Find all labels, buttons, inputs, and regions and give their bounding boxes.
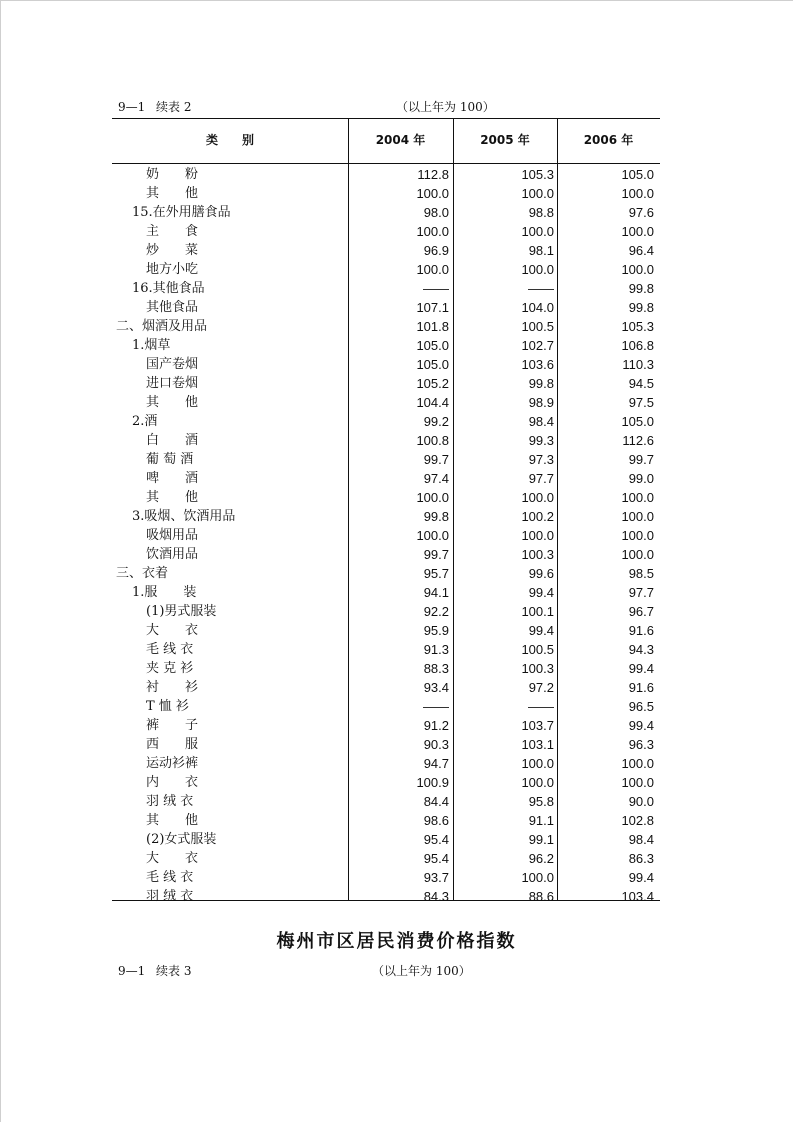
table-row <box>112 640 660 659</box>
row-label: 三、衣着 <box>116 566 169 581</box>
table-row <box>112 887 660 906</box>
row-value-2005: 100.5 <box>521 319 554 334</box>
table-note: 续表 2 <box>156 100 192 114</box>
row-value-2004: 93.4 <box>423 680 449 695</box>
row-label: 其 他 <box>146 813 199 828</box>
row-value-2006: 86.3 <box>628 851 654 866</box>
row-value-2006: 97.6 <box>628 205 654 220</box>
row-value-2004: 100.0 <box>416 186 449 201</box>
next-table-note: 续表 3 <box>156 964 192 978</box>
row-label: 16.其他食品 <box>132 281 205 296</box>
table-row <box>112 431 660 450</box>
row-label: 内 衣 <box>146 775 199 790</box>
row-value-2005: 104.0 <box>521 300 554 315</box>
row-value-2006: 100.0 <box>621 262 654 277</box>
row-value-2004: 95.7 <box>423 566 449 581</box>
row-value-2006: 99.4 <box>628 661 654 676</box>
row-value-2004: 104.4 <box>416 395 449 410</box>
row-value-2004: 105.2 <box>416 376 449 391</box>
row-value-2004: 100.8 <box>416 433 449 448</box>
page-top-edge <box>0 0 793 1</box>
row-label: 葡 萄 酒 <box>146 452 194 467</box>
row-label: 运动衫裤 <box>146 756 199 771</box>
row-label: 进口卷烟 <box>146 376 199 391</box>
row-label: 衬 衫 <box>146 680 199 695</box>
row-label: T 恤 衫 <box>146 699 189 714</box>
row-value-2004: —— <box>423 699 449 714</box>
row-value-2004: 91.2 <box>423 718 449 733</box>
row-value-2006: 99.8 <box>628 281 654 296</box>
row-value-2004: 94.7 <box>423 756 449 771</box>
row-value-2004: 91.3 <box>423 642 449 657</box>
row-label: (1)男式服装 <box>146 604 217 619</box>
row-value-2005: —— <box>528 281 554 296</box>
row-value-2005: 100.3 <box>521 661 554 676</box>
row-label: 吸烟用品 <box>146 528 199 543</box>
row-value-2006: 100.0 <box>621 509 654 524</box>
row-label: 西 服 <box>146 737 199 752</box>
row-value-2005: 100.0 <box>521 224 554 239</box>
row-value-2006: 110.3 <box>622 357 654 372</box>
table-row <box>112 849 660 868</box>
row-value-2004: 97.4 <box>423 471 449 486</box>
row-value-2005: 99.4 <box>528 585 554 600</box>
row-value-2004: 112.8 <box>417 167 449 182</box>
table-row <box>112 754 660 773</box>
table-row <box>112 735 660 754</box>
row-label: 二、烟酒及用品 <box>116 319 208 334</box>
row-value-2004: 95.4 <box>423 832 449 847</box>
table-code: 9—1 <box>118 100 146 114</box>
table-row <box>112 716 660 735</box>
row-label: 奶 粉 <box>146 167 199 182</box>
row-value-2005: 100.0 <box>521 756 554 771</box>
row-label: 毛 线 衣 <box>146 642 194 657</box>
row-value-2004: 84.3 <box>423 889 449 904</box>
row-label: 其 他 <box>146 186 199 201</box>
table-row <box>112 241 660 260</box>
table-row <box>112 564 660 583</box>
table-row <box>112 222 660 241</box>
row-value-2006: 97.5 <box>628 395 654 410</box>
row-label: 其他食品 <box>146 300 199 315</box>
row-value-2005: —— <box>528 699 554 714</box>
row-value-2005: 98.9 <box>528 395 554 410</box>
row-value-2004: 100.0 <box>416 262 449 277</box>
row-value-2004: 95.9 <box>423 623 449 638</box>
row-value-2006: 105.0 <box>621 167 654 182</box>
row-value-2006: 98.4 <box>628 832 654 847</box>
row-value-2004: 98.0 <box>423 205 449 220</box>
table-row <box>112 450 660 469</box>
row-value-2006: 94.3 <box>628 642 654 657</box>
row-value-2004: 105.0 <box>416 357 449 372</box>
row-label: 炒 菜 <box>146 243 199 258</box>
row-value-2005: 97.3 <box>528 452 554 467</box>
row-value-2004: 92.2 <box>423 604 449 619</box>
row-value-2005: 99.8 <box>528 376 554 391</box>
row-value-2006: 97.7 <box>628 585 654 600</box>
row-value-2004: 100.0 <box>416 528 449 543</box>
table-row <box>112 317 660 336</box>
table-row <box>112 773 660 792</box>
row-value-2005: 98.1 <box>528 243 554 258</box>
row-value-2005: 100.0 <box>521 262 554 277</box>
row-value-2005: 98.8 <box>528 205 554 220</box>
row-value-2005: 100.0 <box>521 775 554 790</box>
row-label: 大 衣 <box>146 851 199 866</box>
row-value-2004: 100.0 <box>416 490 449 505</box>
row-value-2006: 100.0 <box>621 547 654 562</box>
section-title: 梅州市区居民消费价格指数 <box>276 931 517 952</box>
row-value-2005: 98.4 <box>528 414 554 429</box>
row-value-2004: 99.7 <box>423 452 449 467</box>
table-row <box>112 336 660 355</box>
row-value-2006: 91.6 <box>628 680 654 695</box>
row-label: 大 衣 <box>146 623 199 638</box>
table-row <box>112 488 660 507</box>
next-table-code: 9—1 <box>118 964 146 978</box>
row-value-2006: 99.0 <box>628 471 654 486</box>
row-value-2005: 99.1 <box>528 832 554 847</box>
row-label: 其 他 <box>146 490 199 505</box>
column-header-2005: 2005 年 <box>480 133 530 147</box>
table-row <box>112 298 660 317</box>
row-value-2005: 103.6 <box>521 357 554 372</box>
row-label: 毛 线 衣 <box>146 870 194 885</box>
row-value-2004: 93.7 <box>423 870 449 885</box>
column-header-2004: 2004 年 <box>375 133 426 147</box>
row-label: 地方小吃 <box>146 262 199 277</box>
row-value-2006: 105.3 <box>621 319 654 334</box>
row-value-2004: —— <box>423 281 449 296</box>
table-row <box>112 184 660 203</box>
row-value-2004: 95.4 <box>423 851 449 866</box>
row-label: 羽 绒 衣 <box>146 794 194 809</box>
table-row <box>112 526 660 545</box>
row-value-2006: 100.0 <box>621 490 654 505</box>
row-value-2005: 105.3 <box>521 167 554 182</box>
row-value-2004: 90.3 <box>423 737 449 752</box>
table-row <box>112 602 660 621</box>
row-value-2004: 101.8 <box>416 319 449 334</box>
row-value-2005: 103.7 <box>521 718 554 733</box>
row-value-2006: 112.6 <box>622 433 654 448</box>
table-row <box>112 355 660 374</box>
row-value-2006: 96.7 <box>628 604 654 619</box>
row-value-2006: 99.4 <box>628 718 654 733</box>
table-row <box>112 621 660 640</box>
row-value-2004: 84.4 <box>423 794 449 809</box>
row-value-2004: 105.0 <box>416 338 449 353</box>
row-value-2004: 99.2 <box>423 414 449 429</box>
row-label: 主 食 <box>146 224 199 239</box>
table-row <box>112 545 660 564</box>
row-value-2006: 90.0 <box>628 794 654 809</box>
row-value-2004: 100.9 <box>416 775 449 790</box>
table-row <box>112 469 660 488</box>
row-label: 饮酒用品 <box>146 547 199 562</box>
row-value-2006: 100.0 <box>621 756 654 771</box>
row-value-2004: 100.0 <box>416 224 449 239</box>
table-row <box>112 165 660 184</box>
table-row <box>112 393 660 412</box>
row-value-2006: 105.0 <box>621 414 654 429</box>
row-label: 2.酒 <box>132 414 158 429</box>
row-value-2006: 100.0 <box>621 775 654 790</box>
row-value-2005: 100.0 <box>521 186 554 201</box>
row-value-2005: 91.1 <box>528 813 554 828</box>
page-left-edge <box>0 0 1 1122</box>
row-value-2006: 99.7 <box>628 452 654 467</box>
table-row <box>112 203 660 222</box>
row-value-2005: 102.7 <box>521 338 554 353</box>
row-label: 1.烟草 <box>132 338 171 353</box>
row-value-2006: 100.0 <box>621 224 654 239</box>
row-value-2005: 100.1 <box>521 604 554 619</box>
row-value-2005: 99.6 <box>528 566 554 581</box>
row-value-2005: 99.4 <box>528 623 554 638</box>
table-row <box>112 678 660 697</box>
row-value-2006: 99.4 <box>628 870 654 885</box>
row-value-2006: 96.4 <box>628 243 654 258</box>
row-value-2005: 96.2 <box>528 851 554 866</box>
row-label: 15.在外用膳食品 <box>132 205 231 220</box>
row-value-2005: 97.2 <box>528 680 554 695</box>
row-value-2004: 107.1 <box>416 300 449 315</box>
table-row <box>112 583 660 602</box>
table-header-rule <box>112 163 660 164</box>
table-row <box>112 260 660 279</box>
row-value-2005: 100.0 <box>521 528 554 543</box>
row-value-2006: 94.5 <box>628 376 654 391</box>
row-value-2006: 100.0 <box>621 528 654 543</box>
row-label: 其 他 <box>146 395 199 410</box>
table-row <box>112 830 660 849</box>
row-value-2006: 103.4 <box>621 889 654 904</box>
row-label: 羽 绒 衣 <box>146 889 194 904</box>
row-value-2004: 88.3 <box>423 661 449 676</box>
row-value-2004: 98.6 <box>423 813 449 828</box>
row-label: 裤 子 <box>146 718 199 733</box>
row-value-2005: 95.8 <box>528 794 554 809</box>
row-label: (2)女式服装 <box>146 832 217 847</box>
row-value-2004: 99.7 <box>423 547 449 562</box>
table-row <box>112 811 660 830</box>
row-value-2006: 102.8 <box>621 813 654 828</box>
row-label: 国产卷烟 <box>146 357 199 372</box>
row-value-2005: 99.3 <box>528 433 554 448</box>
table-row <box>112 374 660 393</box>
row-value-2006: 96.3 <box>628 737 654 752</box>
row-value-2006: 98.5 <box>628 566 654 581</box>
table-base-note: （以上年为 100） <box>396 100 495 114</box>
row-value-2005: 103.1 <box>521 737 554 752</box>
table-row <box>112 659 660 678</box>
table-row <box>112 697 660 716</box>
next-table-base-note: （以上年为 100） <box>372 964 471 978</box>
row-label: 白 酒 <box>146 433 199 448</box>
row-value-2006: 99.8 <box>628 300 654 315</box>
row-value-2004: 99.8 <box>423 509 449 524</box>
row-value-2004: 94.1 <box>423 585 449 600</box>
row-label: 3.吸烟、饮酒用品 <box>132 509 236 524</box>
row-value-2004: 96.9 <box>423 243 449 258</box>
table-row <box>112 868 660 887</box>
row-value-2005: 100.2 <box>521 509 554 524</box>
column-header-category: 类 别 <box>205 133 254 147</box>
row-value-2006: 106.8 <box>621 338 654 353</box>
row-value-2005: 100.5 <box>521 642 554 657</box>
table-row <box>112 279 660 298</box>
row-value-2006: 100.0 <box>621 186 654 201</box>
row-label: 1.服 装 <box>132 585 197 600</box>
row-value-2006: 91.6 <box>628 623 654 638</box>
row-value-2005: 100.3 <box>521 547 554 562</box>
table-row <box>112 792 660 811</box>
column-header-2006: 2006 年 <box>583 133 634 147</box>
row-value-2005: 100.0 <box>521 490 554 505</box>
table-row <box>112 412 660 431</box>
table-row <box>112 507 660 526</box>
row-value-2005: 88.6 <box>528 889 554 904</box>
row-label: 啤 酒 <box>146 471 199 486</box>
row-value-2006: 96.5 <box>628 699 654 714</box>
row-value-2005: 100.0 <box>521 870 554 885</box>
row-label: 夹 克 衫 <box>146 661 194 676</box>
row-value-2005: 97.7 <box>528 471 554 486</box>
